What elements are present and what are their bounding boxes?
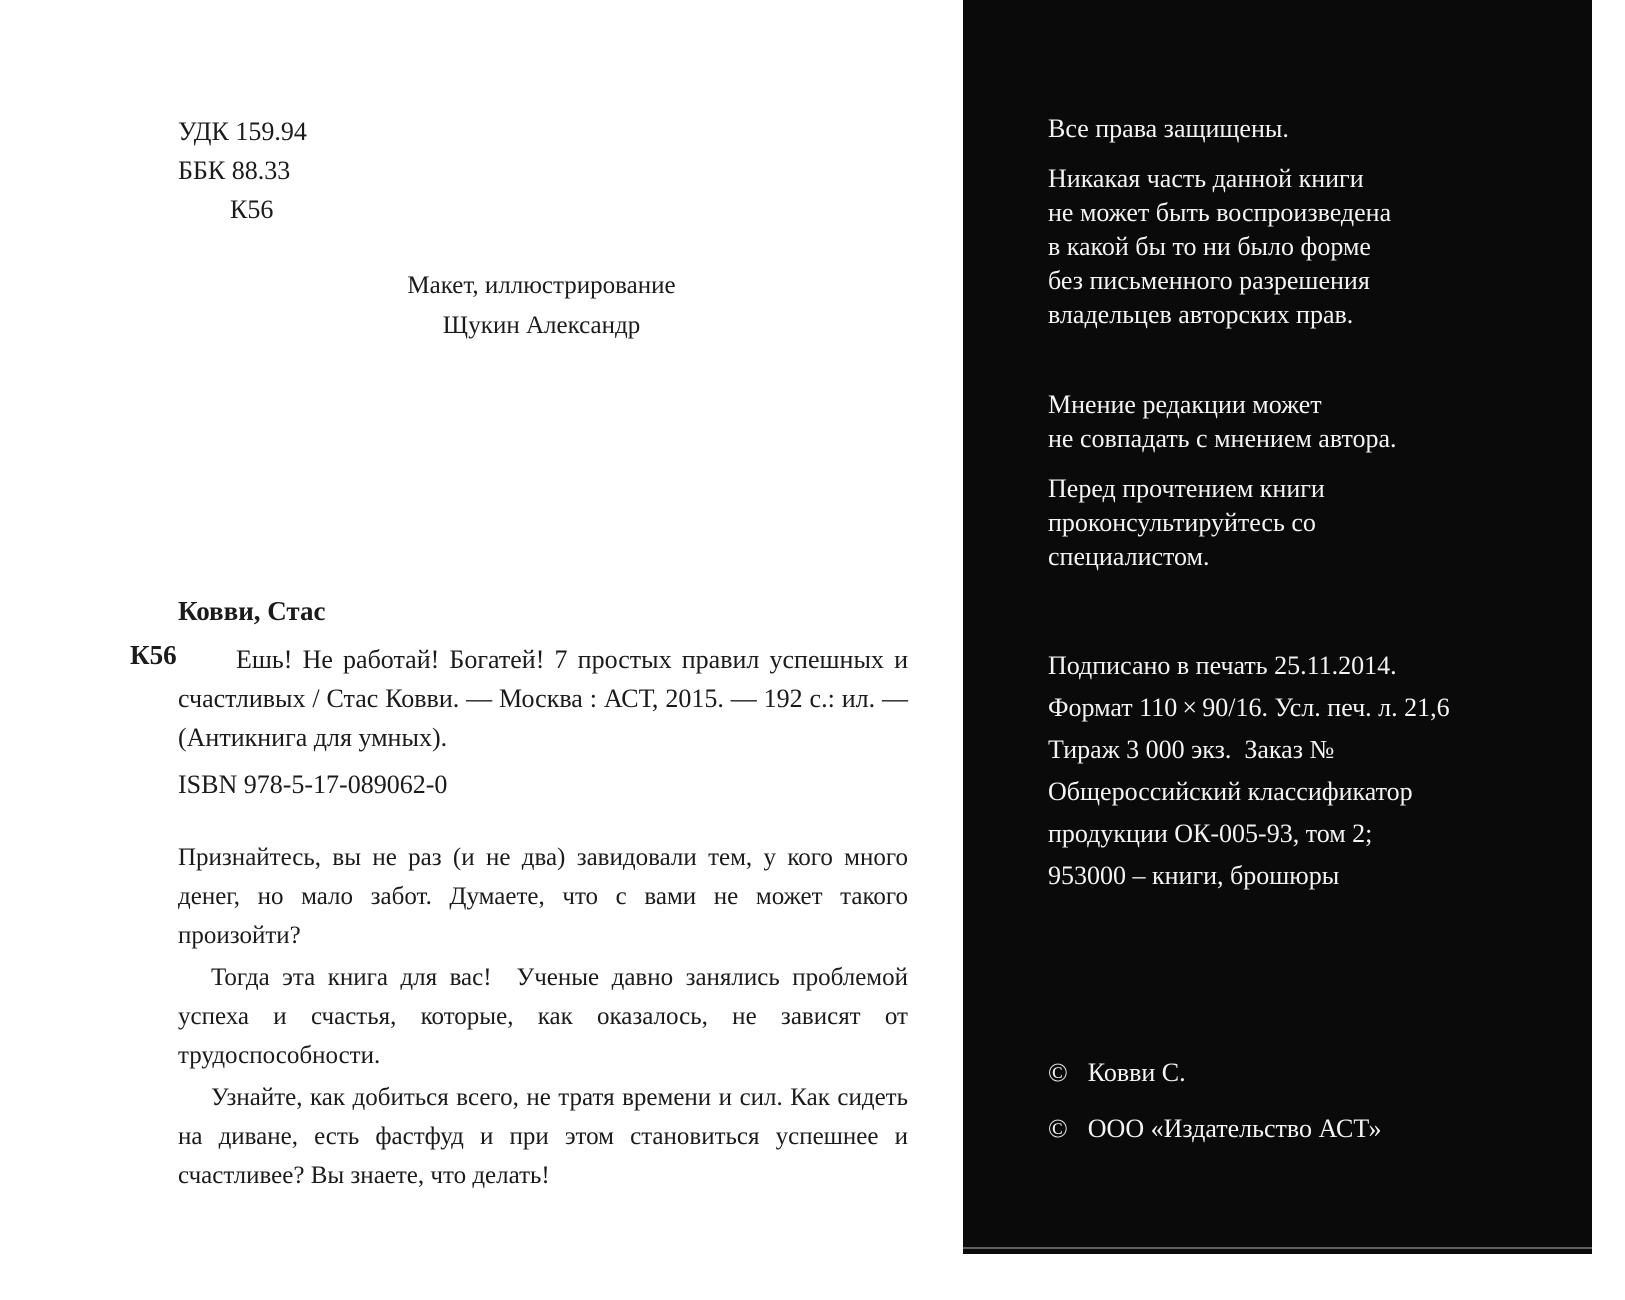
- copyright-publisher-line: [1048, 1114, 1382, 1144]
- colophon-panel: [963, 0, 1592, 1254]
- catalog-entry: Ешь! Не работай! Богатей! 7 простых правил успешных и счастливых / Стас Ковви. — Москва : АСТ, 2015. — 192 с.: ил. — (Антикнига для умных).: [178, 645, 908, 752]
- copyright-symbol: ©: [1048, 1114, 1068, 1143]
- classification-codes: [178, 112, 307, 229]
- text-line: в какой бы то ни было форме: [1048, 232, 1371, 261]
- editorial-opinion-note: [1048, 388, 1397, 456]
- annotation-block: [178, 838, 908, 1198]
- text-line: без письменного разрешения: [1048, 266, 1370, 295]
- text-line: не может быть воспроизведена: [1048, 198, 1392, 227]
- classifier-line: Общероссийский классификатор: [1048, 777, 1413, 806]
- publisher-name: ООО «Издательство АСТ»: [1087, 1114, 1382, 1143]
- text-line: специалистом.: [1048, 542, 1210, 571]
- text-line: Никакая часть данной книги: [1048, 164, 1364, 193]
- rights-reserved-line: Все права защищены.: [1048, 114, 1289, 143]
- copyright-author-line: [1048, 1058, 1186, 1088]
- annotation-paragraph-1: Признайтесь, вы не раз (и не два) завидовали тем, у кого много денег, но мало забот. Думаете, что с вами не может такого произойти?: [178, 844, 908, 949]
- catalog-letter-code: К56: [130, 640, 177, 670]
- print-run-info: [1048, 645, 1450, 897]
- author-heading: Ковви, Стас: [178, 596, 326, 626]
- annotation-paragraph-3: Узнайте, как добиться всего, не тратя времени и сил. Как сидеть на диване, есть фастфуд и при этом становиться успешнее и счастливее? Вы знаете, что делать!: [178, 1084, 908, 1189]
- format-line: Формат 110 × 90/16. Усл. печ. л. 21,6: [1048, 693, 1450, 722]
- classifier-line: продукции ОК-005-93, том 2;: [1048, 819, 1373, 848]
- classifier-line: 953000 – книги, брошюры: [1048, 861, 1340, 890]
- credits-block: [178, 266, 905, 346]
- copyright-symbol: ©: [1048, 1058, 1068, 1087]
- page-edge-line: [963, 1247, 1592, 1249]
- author-sign-code: К56: [230, 195, 274, 224]
- print-run-line: Тираж 3 000 экз. Заказ №: [1048, 735, 1335, 764]
- print-date-line: Подписано в печать 25.11.2014.: [1048, 651, 1397, 680]
- consultation-note: [1048, 472, 1325, 574]
- reproduction-notice: [1048, 162, 1391, 332]
- copyright-holder: Ковви С.: [1087, 1058, 1186, 1087]
- text-line: не совпадать с мнением автора.: [1048, 424, 1397, 453]
- udk-code: УДК 159.94: [178, 117, 307, 146]
- bbk-code: ББК 88.33: [178, 156, 291, 185]
- credit-name: Щукин Александр: [442, 312, 641, 339]
- text-line: Мнение редакции может: [1048, 390, 1322, 419]
- isbn-line: ISBN 978-5-17-089062-0: [178, 770, 448, 799]
- text-line: Перед прочтением книги: [1048, 474, 1325, 503]
- credit-role: Макет, иллюстрирование: [407, 272, 676, 299]
- annotation-paragraph-2: Тогда эта книга для вас! Ученые давно занялись проблемой успеха и счастья, которые, как оказалось, не зависят от трудоспособности.: [178, 964, 908, 1069]
- text-line: владельцев авторских прав.: [1048, 300, 1354, 329]
- catalog-card: [130, 640, 908, 757]
- text-line: проконсультируйтесь со: [1048, 508, 1316, 537]
